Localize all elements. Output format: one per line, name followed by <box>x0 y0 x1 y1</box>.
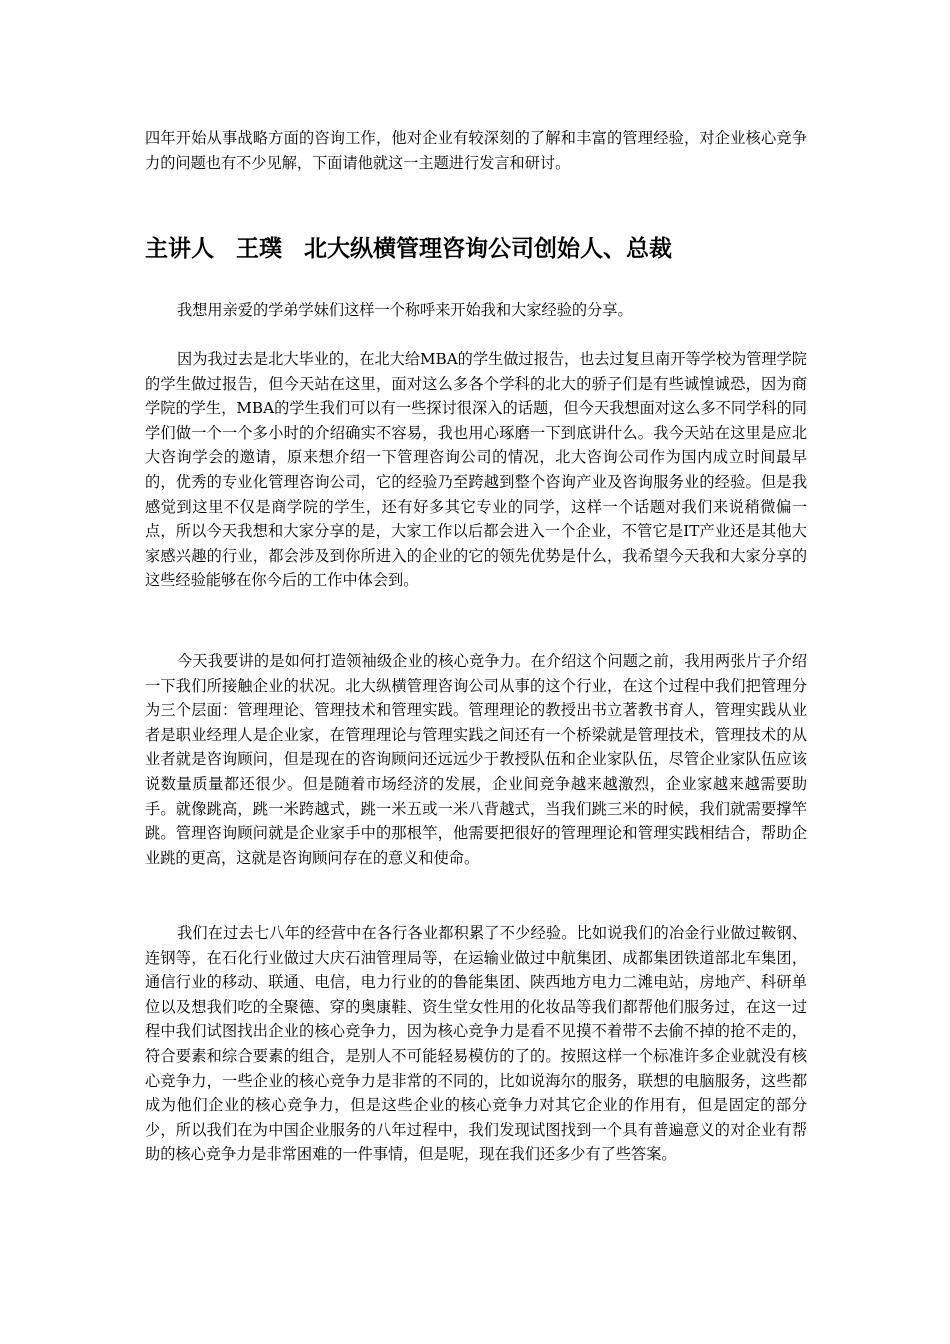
paragraph-experience: 我们在过去七八年的经营中在各行各业都积累了不少经验。比如说我们的冶金行业做过鞍钢、连钢等，在石化行业做过大庆石油管理局等，在运输业做过中航集团、成都集团铁道部北车集团，通信行业的移动、联通、电信，电力行业的的鲁能集团、陕西地方电力二滩电站，房地产、科研单位以及想我们吃的全聚德、穿的奥康鞋、资生堂女性用的化妆品等我们都帮他们服务过，在这一过程中我们试图找出企业的核心竞争力，因为核心竞争力是看不见摸不着带不去偷不掉的抢不走的，符合要素和综合要素的组合，是别人不可能轻易模仿的了的。按照这样一个标准许多企业就没有核心竞争力，一些企业的核心竞争力是非常的不同的，比如说海尔的服务，联想的电脑服务，这些都成为他们企业的核心竞争力，但是这些企业的核心竞争力对其它企业的作用有，但是固定的部分少，所以我们在为中国企业服务的八年过程中，我们发现试图找到一个具有普遍意义的对企业有帮助的核心竞争力是非常困难的一件事情，但是呢，现在我们还多少有了些答案。 <box>145 924 807 1164</box>
speaker-heading <box>145 232 845 266</box>
paragraph-opening: 我想用亲爱的学弟学妹们这样一个称呼来开始我和大家经验的分享。 <box>177 301 633 319</box>
speaker-name: 王璞 <box>236 236 282 262</box>
paragraph-background: 因为我过去是北大毕业的，在北大给MBA的学生做过报告，也去过复旦南开等学校为管理学院的学生做过报告，但今天站在这里，面对这么多各个学科的北大的骄子们是有些诚惶诚恐，因为商学院的学生，MBA的学生我们可以有一些探讨很深入的话题，但今天我想面对这么多不同学科的同学们做一个一个多小时的介绍确实不容易，我也用心琢磨一下到底讲什么。我今天站在这里是应北大咨询学会的邀请，原来想介绍一下管理咨询公司的情况，北大咨询公司作为国内成立时间最早的，优秀的专业化管理咨询公司，它的经验乃至跨越到整个咨询产业及咨询服务业的经验。但是我感觉到这里不仅是商学院的学生，还有好多其它专业的同学，这样一个话题对我们来说稍微偏一点，所以今天我想和大家分享的是，大家工作以后都会进入一个企业，不管它是IT产业还是其他大家感兴趣的行业，都会涉及到你所进入的企业的它的领先优势是什么，我希望今天我和大家分享的这些经验能够在你今后的工作中体会到。 <box>145 350 807 590</box>
paragraph-core-competence: 今天我要讲的是如何打造领袖级企业的核心竞争力。在介绍这个问题之前，我用两张片子介绍一下我们所接触企业的状况。北大纵横管理咨询公司从事的这个行业，在这个过程中我们把管理分为三个层面：管理理论、管理技术和管理实践。管理理论的教授出书立著教书育人，管理实践从业者是职业经理人是企业家，在管理理论与管理实践之间还有一个桥梁就是管理技术，管理技术的从业者就是咨询顾问，但是现在的咨询顾问还远远少于教授队伍和企业家队伍，尽管企业家队伍应该说数量质量都还很少。但是随着市场经济的发展，企业间竞争越来越激烈，企业家越来越需要助手。就像跳高，跳一米跨越式，跳一米五或一米八背越式，当我们跳三米的时候，我们就需要撑竿跳。管理咨询顾问就是企业家手中的那根竿，他需要把很好的管理理论和管理实践相结合，帮助企业跳的更高，这就是咨询顾问存在的意义和使命。 <box>145 652 807 867</box>
intro-paragraph: 四年开始从事战略方面的咨询工作，他对企业有较深刻的了解和丰富的管理经验，对企业核心竞争力的问题也有不少见解，下面请他就这一主题进行发言和研讨。 <box>145 129 807 172</box>
speaker-title: 北大纵横管理咨询公司创始人、总裁 <box>304 236 672 262</box>
speaker-role: 主讲人 <box>145 236 214 262</box>
